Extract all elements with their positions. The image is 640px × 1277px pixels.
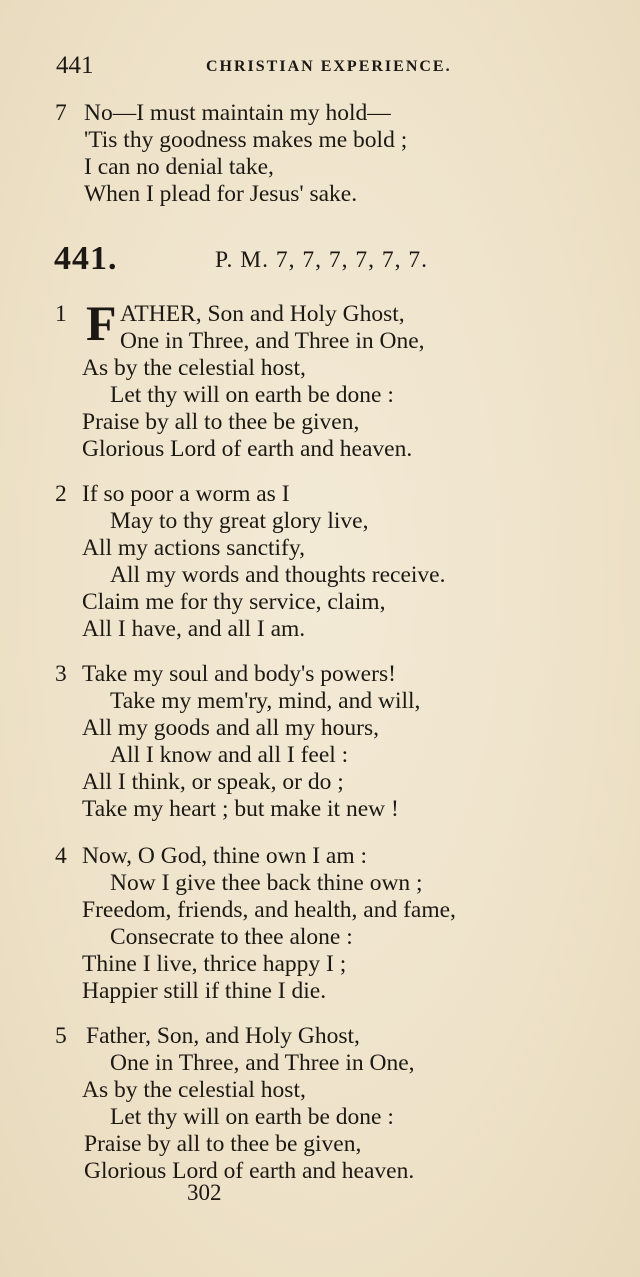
- verse-line: Consecrate to thee alone :: [110, 924, 353, 950]
- stanza-number: 5: [55, 1023, 67, 1049]
- verse-line: All I think, or speak, or do ;: [82, 769, 344, 795]
- verse-line: All I know and all I feel :: [110, 742, 349, 768]
- hymn-number: 441.: [54, 240, 118, 277]
- header-hymn-ref: 441: [56, 52, 94, 79]
- verse-line: May to thy great glory live,: [110, 508, 369, 534]
- verse-line: All I have, and all I am.: [82, 616, 306, 642]
- verse-line: As by the celestial host,: [82, 355, 306, 381]
- verse-line: 'Tis thy goodness makes me bold ;: [84, 127, 408, 153]
- verse-line: Thine I live, thrice happy I ;: [82, 951, 347, 977]
- verse-line: Happier still if thine I die.: [82, 978, 327, 1004]
- verse-line: Praise by all to thee be given,: [84, 1131, 362, 1157]
- verse-line: No—I must maintain my hold—: [84, 100, 391, 126]
- verse-line: Now, O God, thine own I am :: [82, 843, 368, 869]
- header-section-title: CHRISTIAN EXPERIENCE.: [206, 58, 452, 75]
- verse-line: Take my mem'ry, mind, and will,: [110, 688, 421, 714]
- verse-line: Praise by all to thee be given,: [82, 409, 360, 435]
- verse-line: Take my soul and body's powers!: [82, 661, 396, 687]
- verse-line: When I plead for Jesus' sake.: [84, 181, 358, 207]
- verse-line: One in Three, and Three in One,: [120, 328, 425, 354]
- verse-line: Let thy will on earth be done :: [110, 382, 394, 408]
- verse-line: As by the celestial host,: [82, 1077, 306, 1103]
- verse-line: Glorious Lord of earth and heaven.: [82, 436, 413, 462]
- verse-line: Glorious Lord of earth and heaven.: [84, 1158, 415, 1184]
- verse-line: Freedom, friends, and health, and fame,: [82, 897, 456, 923]
- page-number: 302: [187, 1180, 222, 1205]
- stanza-number: 4: [55, 843, 67, 869]
- verse-line: All my words and thoughts receive.: [110, 562, 446, 588]
- verse-line: One in Three, and Three in One,: [110, 1050, 415, 1076]
- hymn-meter: P. M. 7, 7, 7, 7, 7, 7.: [215, 247, 428, 273]
- stanza-number: 2: [55, 481, 67, 507]
- stanza-number: 1: [55, 301, 67, 327]
- verse-line: I can no denial take,: [84, 154, 274, 180]
- verse-line: Claim me for thy service, claim,: [82, 589, 386, 615]
- verse-line: All my goods and all my hours,: [82, 715, 379, 741]
- verse-line: Take my heart ; but make it new !: [82, 796, 399, 822]
- stanza-number: 3: [55, 661, 67, 687]
- verse-line: If so poor a worm as I: [82, 481, 290, 507]
- verse-line: Father, Son, and Holy Ghost,: [86, 1023, 360, 1049]
- stanza-number: 7: [55, 100, 67, 126]
- verse-line: Let thy will on earth be done :: [110, 1104, 394, 1130]
- drop-cap: F: [86, 295, 117, 351]
- verse-line: ATHER, Son and Holy Ghost,: [120, 301, 405, 327]
- running-header: [56, 52, 506, 82]
- verse-line: Now I give thee back thine own ;: [110, 870, 423, 896]
- verse-line: All my actions sanctify,: [82, 535, 305, 561]
